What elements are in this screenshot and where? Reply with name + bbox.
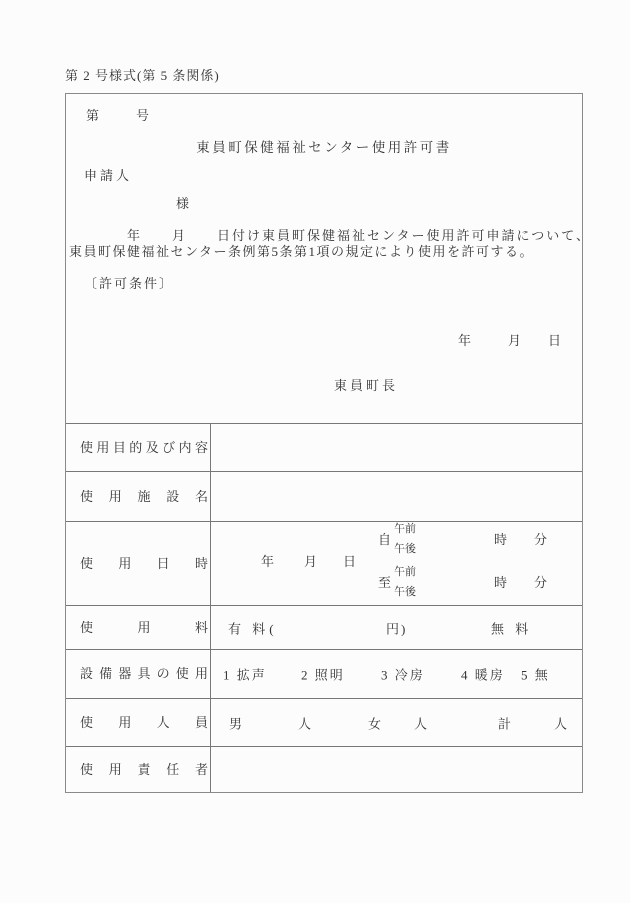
use-year-label: 年: [261, 554, 277, 569]
applicant-honorific: 様: [176, 196, 192, 211]
personnel-label: 使 用 人 員: [80, 714, 208, 730]
use-day-label: 日: [343, 554, 359, 569]
purpose-value-cell: [211, 424, 582, 471]
use-month-label: 月: [304, 554, 320, 569]
datetime-value-cell: [211, 522, 582, 605]
document-title: 東員町保健福祉センター使用許可書: [196, 140, 452, 155]
time-from-am-label: 午前: [394, 523, 416, 535]
table-row-purpose: [66, 424, 582, 472]
time-from-label: 自: [378, 532, 394, 547]
fee-label: 使 用 料: [80, 619, 208, 635]
fee-yen-label: 円): [386, 621, 408, 636]
application-table: [66, 423, 582, 792]
doc-number-prefix: 第: [86, 108, 102, 123]
equipment-label: 設 備 器 具 の 使 用: [80, 666, 208, 681]
time-to-label: 至: [378, 575, 394, 590]
permit-conditions-label: 〔許可条件〕: [84, 276, 175, 291]
time-to-minute-label: 分: [534, 575, 550, 590]
personnel-value-cell: [211, 699, 582, 746]
responsible-value-cell: [211, 747, 582, 792]
fee-paid-label: 有 料(: [228, 621, 278, 636]
datetime-label: 使 用 日 時: [80, 555, 208, 571]
fee-value-cell: [211, 606, 582, 649]
time-from-minute-label: 分: [534, 532, 550, 547]
time-to-hour-label: 時: [494, 575, 510, 590]
issuer-title: 東員町長: [334, 378, 399, 393]
doc-number-suffix: 号: [136, 108, 152, 123]
personnel-female-label: 女: [368, 716, 382, 731]
table-row-facility: [66, 472, 582, 522]
fee-label-cell: [66, 606, 211, 649]
body-text-line2: 東員町保健福祉センター条例第5条第1項の規定により使用を許可する。: [69, 244, 534, 259]
applicant-label: 申請人: [84, 168, 133, 183]
personnel-total-unit: 人: [554, 716, 568, 731]
purpose-label: 使 用 目 的 及 び 内 容: [80, 439, 208, 455]
facility-label: 使 用 施 設 名: [80, 488, 208, 504]
equipment-option-1: 1 拡声: [223, 667, 267, 683]
facility-value-cell: [211, 472, 582, 521]
responsible-label-cell: [66, 747, 211, 792]
table-row-fee: [66, 606, 582, 650]
personnel-total-label: 計: [498, 716, 512, 731]
personnel-female-unit: 人: [414, 716, 428, 731]
table-row-responsible: [66, 747, 582, 792]
equipment-option-4: 4 暖房: [461, 667, 505, 683]
personnel-label-cell: [66, 699, 211, 746]
time-to-am-label: 午前: [394, 566, 416, 578]
facility-label-cell: [66, 472, 211, 521]
personnel-male-unit: 人: [298, 716, 312, 731]
personnel-male-label: 男: [229, 716, 243, 731]
responsible-label: 使 用 責 任 者: [80, 761, 208, 777]
issue-date-month-label: 月: [508, 333, 524, 348]
datetime-label-cell: [66, 522, 211, 605]
fee-free-label: 無 料: [491, 621, 533, 636]
equipment-option-3: 3 冷房: [381, 667, 425, 683]
table-row-personnel: [66, 699, 582, 747]
equipment-option-5: 5 無: [521, 667, 550, 683]
equipment-option-2: 2 照明: [301, 667, 345, 683]
table-row-equipment: [66, 650, 582, 699]
body-text-line1: 年 月 日付け東員町保健福祉センター使用許可申請について、: [127, 228, 591, 243]
equipment-label-cell: [66, 650, 211, 698]
time-to-pm-label: 午後: [394, 586, 416, 598]
issue-date-day-label: 日: [548, 333, 564, 348]
form-number-note: 第 2 号様式(第 5 条関係): [65, 68, 220, 83]
table-row-datetime: [66, 522, 582, 606]
issue-date-year-label: 年: [458, 333, 474, 348]
purpose-label-cell: [66, 424, 211, 471]
time-from-pm-label: 午後: [394, 543, 416, 555]
time-from-hour-label: 時: [494, 532, 510, 547]
permit-box: [65, 93, 591, 793]
equipment-value-cell: [211, 650, 582, 698]
